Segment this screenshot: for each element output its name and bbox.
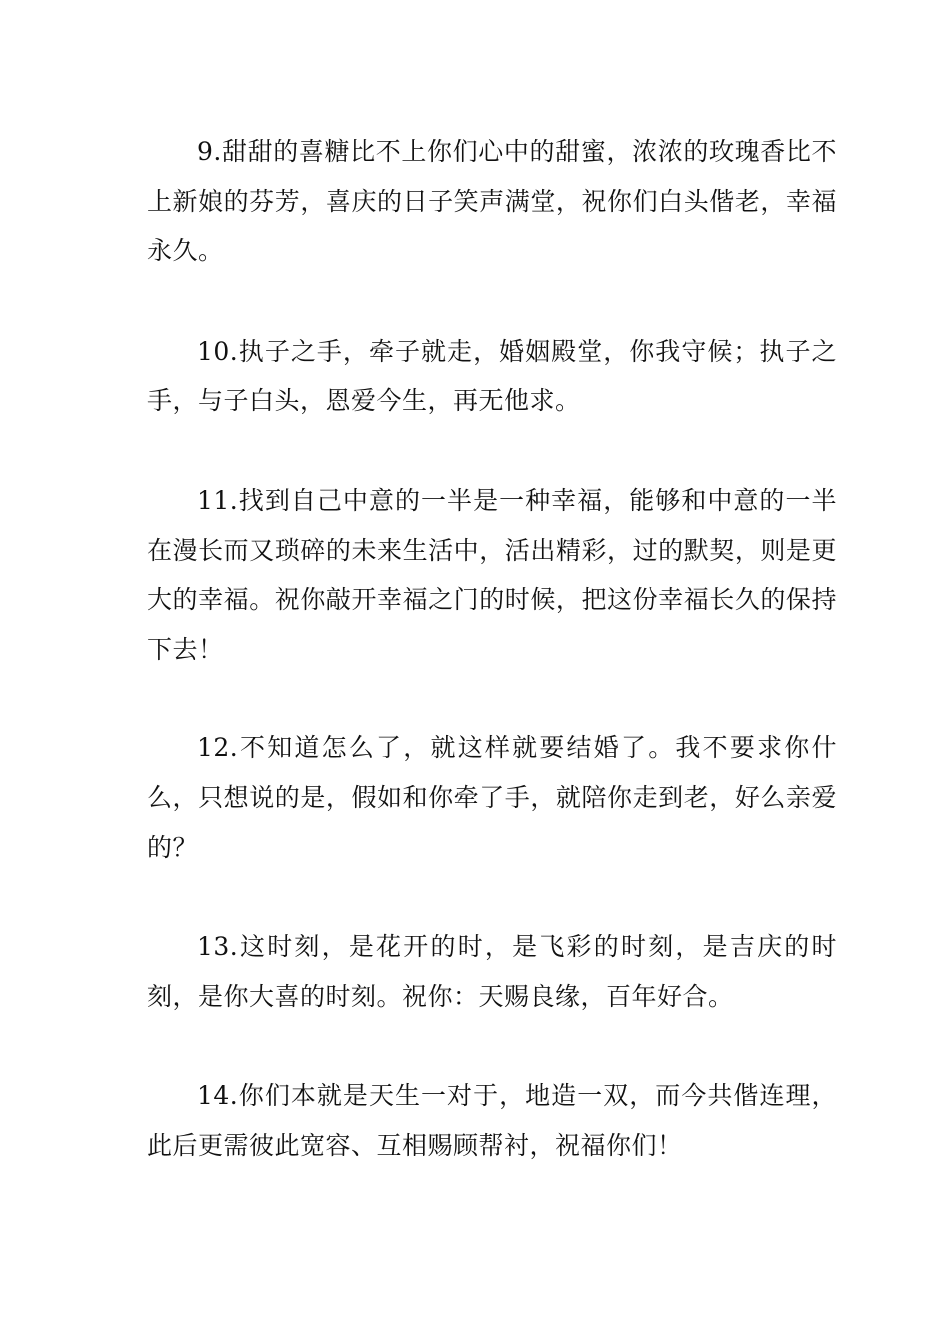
paragraph-9: 9.甜甜的喜糖比不上你们心中的甜蜜，浓浓的玫瑰香比不上新娘的芬芳，喜庆的日子笑声满堂，祝你们白头偕老，幸福永久。 (147, 137, 837, 266)
document-body (147, 127, 837, 1219)
paragraph-12: 12.不知道怎么了，就这样就要结婚了。我不要求你什么，只想说的是，假如和你牵了手，就陪你走到老，好么亲爱的？ (147, 733, 837, 862)
paragraph-10: 10.执子之手，牵子就走，婚姻殿堂，你我守候；执子之手，与子白头，恩爱今生，再无他求。 (147, 336, 837, 416)
paragraph-14: 14.你们本就是天生一对于，地造一双，而今共偕连理，此后更需彼此宽容、互相赐顾帮衬，祝福你们！ (147, 1081, 837, 1160)
paragraph-11: 11.找到自己中意的一半是一种幸福，能够和中意的一半在漫长而又琐碎的未来生活中，活出精彩，过的默契，则是更大的幸福。祝你敲开幸福之门的时候，把这份幸福长久的保持下去！ (147, 485, 837, 664)
paragraph-13: 13.这时刻，是花开的时，是飞彩的时刻，是吉庆的时刻，是你大喜的时刻。祝你：天赐良缘，百年好合。 (147, 932, 837, 1011)
